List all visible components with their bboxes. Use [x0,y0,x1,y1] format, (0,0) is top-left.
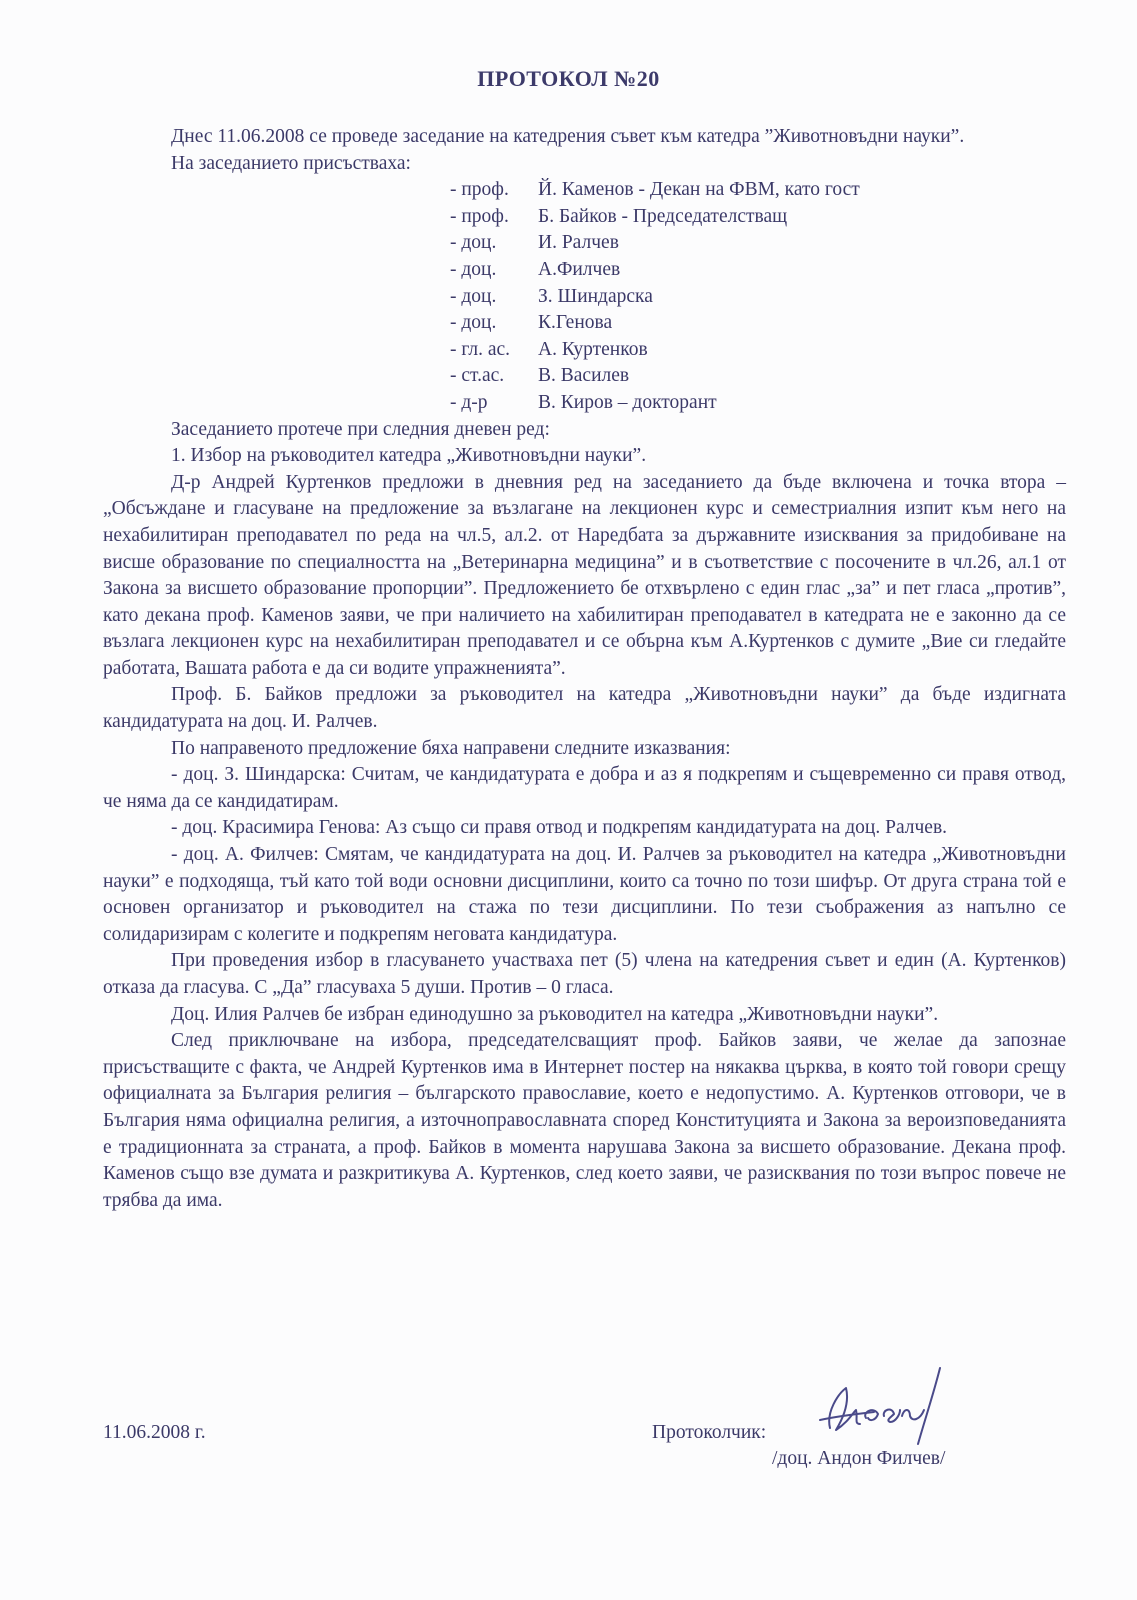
attendee-list [103,177,1066,416]
attendee-prefix: - проф. [450,179,509,201]
attendee-prefix: - доц. [450,258,497,280]
agenda-item: 1. Избор на ръководител катедра „Животновъдни науки”. [171,445,647,467]
attendee-item [103,390,1066,417]
attendee-item [103,284,1066,311]
signature [790,1358,980,1458]
body-paragraph: Д-р Андрей Куртенков предложи в дневния ред на заседанието да бъде включена и точка втора – „Обсъждане и гласуване на предложение за възлагане на лекционен курс и семестриалния изпит към него на нехабилитиран преподавател по реда на чл.5, ал.2. от Наредбата за държавните изисквания за придобиване на висше образование по специалността на „Ветеринарна медицина” и в съответствие с посочените в чл.26, ал.1 от Закона за висшето образование пропорции”. Предложението бе отхвърлено с един глас „за” и пет гласа „против”, като декана проф. Каменов заяви, че при наличието на хабилитиран преподавател в катедрата не е законно да се възлага лекционен курс на нехабилитиран преподавател и се обърна към А.Куртенков с думите „Вие си гледайте работата, Вашата работа е да си водите упражненията”. [103,471,1066,679]
recorder-label: Протоколчик: [652,1422,767,1443]
attendee-name: В. Киров – докторант [538,391,717,413]
body-paragraph: При проведения избор в гласуването участваха пет (5) члена на катедрения съвет и един (А. Куртенков) отказа да гласува. С „Да” гласуваха 5 души. Против – 0 гласа. [103,950,1066,998]
body-paragraph: След приключване на избора, председателсващият проф. Байков заяви, че желае да запознае присъстващите с факта, че Андрей Куртенков има в Интернет постер на някаква църква, в която той говори срещу официалната за България религия – българското православие, което е недопустимо. А. Куртенков отговори, че в България няма официална религия, а източноправославната според Конституцията и Закона за вероизповеданията е традиционната за страната, а проф. Байков в момента нарушава Закона за висшето образование. Декана проф. Каменов също взе думата и разкритикува А. Куртенков, след което заяви, че разисквания по този въпрос повече не трябва да има. [103,1030,1066,1211]
footer-date: 11.06.2008 г. [103,1422,206,1443]
body-paragraph: - доц. Красимира Генова: Аз също си правя отвод и подкрепям кандидатурата на доц. Ралчев. [171,817,948,839]
attendee-name: И. Ралчев [538,232,619,254]
attendee-name: Й. Каменов - Декан на ФВМ, като гост [538,179,860,201]
attendee-name: А. Куртенков [538,338,648,360]
body-paragraph: Проф. Б. Байков предложи за ръководител на катедра „Животновъдни науки” да бъде издигната кандидатурата на доц. И. Ралчев. [103,684,1066,733]
document-title: ПРОТОКОЛ №20 [477,66,660,91]
attendee-item [103,177,1066,204]
recorder-name: /доц. Андон Филчев/ [772,1448,946,1469]
body-paragraph: Доц. Илия Ралчев бе избран единодушно за ръководител на катедра „Животновъдни науки”. [171,1003,939,1025]
attendee-prefix: - д-р [450,391,488,413]
attendee-name: Б. Байков - Председателстващ [538,205,788,227]
attendee-name: В. Василев [538,365,630,387]
attendee-item [103,257,1066,284]
attendee-name: З. Шиндарска [538,285,653,307]
intro-paragraph: Днес 11.06.2008 се проведе заседание на катедрения съвет към катедра ”Животновъдни науки”. [171,126,965,147]
attendee-item [103,363,1066,390]
document-body [103,124,1066,1214]
attendance-intro: На заседанието присъстваха: [171,152,411,174]
body-paragraph: - доц. А. Филчев: Смятам, че кандидатурата на доц. И. Ралчев за ръководител на катедра „Животновъдни науки” е подходяща, тъй като той води основни дисциплини, които са точно по този шифър. От друга страна той е основен организатор и ръководител на стажа по тези дисциплини. По тези съображения аз напълно се солидаризирам с колегите и подкрепям неговата кандидатура. [103,844,1066,945]
attendee-name: К.Генова [538,312,613,334]
attendee-item [103,204,1066,231]
agenda-intro: Заседанието протече при следния дневен ред: [171,418,550,440]
attendee-item [103,230,1066,257]
attendee-prefix: - проф. [450,205,509,227]
attendee-name: А.Филчев [538,258,621,280]
attendee-prefix: - доц. [450,232,497,254]
attendee-prefix: - доц. [450,285,497,307]
body-paragraph: - доц. З. Шиндарска: Считам, че кандидатурата е добра и аз я подкрепям и същевременно си правя отвод, че няма да се кандидатирам. [103,764,1066,812]
attendee-prefix: - гл. ас. [450,338,511,360]
attendee-item [103,337,1066,364]
attendee-prefix: - ст.ас. [450,365,505,387]
body-paragraph: По направеното предложение бяха направени следните изказвания: [171,737,731,759]
attendee-prefix: - доц. [450,312,497,334]
attendee-item [103,310,1066,337]
